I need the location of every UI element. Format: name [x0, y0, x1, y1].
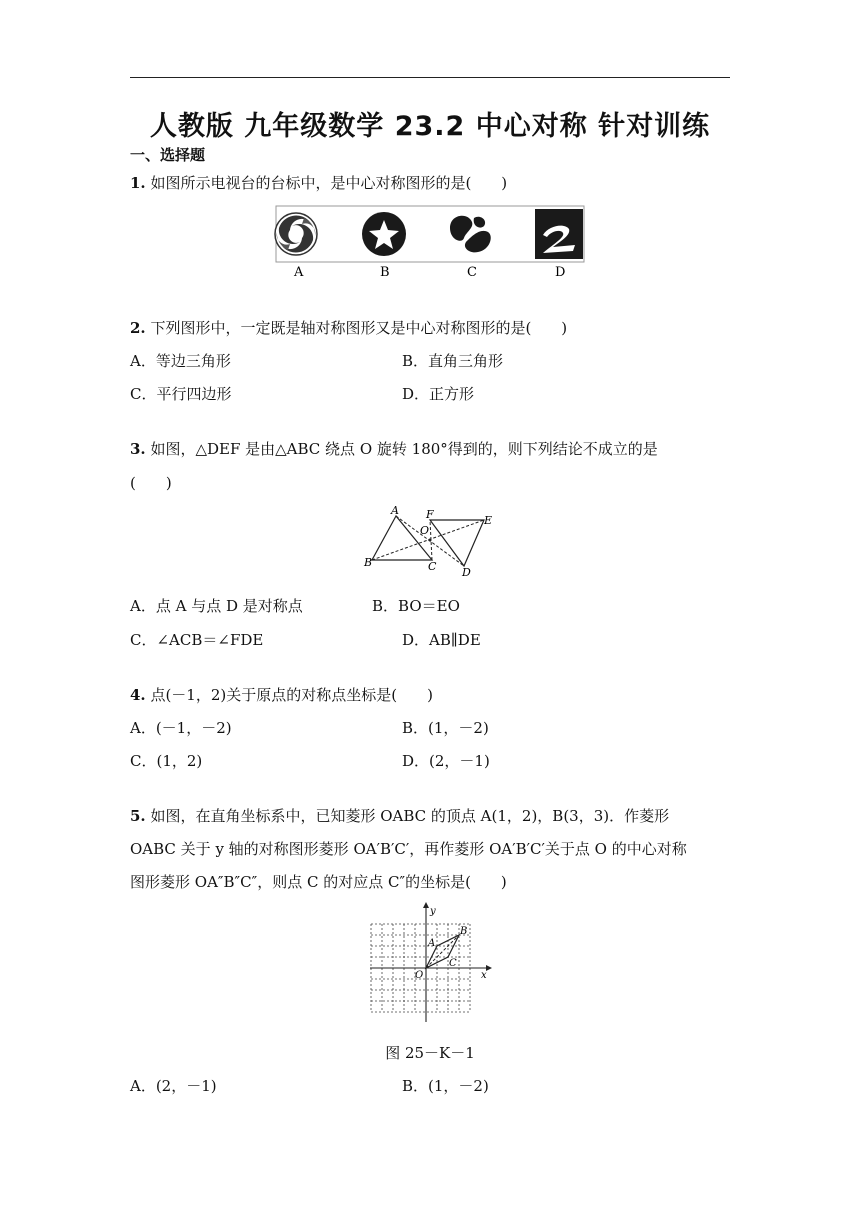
q2-option-b[interactable]: B．直角三角形: [402, 352, 504, 370]
question-number: 2.: [130, 319, 146, 337]
coordinate-grid-figure: [368, 902, 492, 1026]
logo-label-d: D: [555, 265, 566, 280]
point-label-b: B: [364, 556, 373, 569]
point-label-c: C: [449, 958, 457, 969]
logo-label-b: B: [380, 265, 390, 280]
question-5-line2: OABC 关于 y 轴的对称图形菱形 OA′B′C′，再作菱形 OA′B′C′关于点 O 的中心对称: [130, 840, 687, 858]
tv-logos-figure: [272, 204, 588, 284]
header-rule: [130, 77, 730, 78]
question-4: [130, 684, 433, 705]
point-label-a: A: [391, 504, 399, 517]
point-label-e: E: [484, 514, 493, 527]
logo-d-square-icon: [535, 209, 583, 259]
question-number: 5.: [130, 807, 146, 825]
q2-option-c[interactable]: C．平行四边形: [130, 385, 232, 403]
question-1: [130, 172, 507, 193]
logo-label-a: A: [294, 265, 304, 280]
point-label-o: O: [420, 524, 430, 537]
q5-option-a[interactable]: A．(2，－1): [130, 1077, 217, 1095]
question-number: 1.: [130, 174, 146, 192]
point-label-b: B: [460, 926, 468, 937]
q3-option-c[interactable]: C．∠ACB＝∠FDE: [130, 631, 264, 649]
q3-option-d[interactable]: D．AB∥DE: [402, 631, 481, 649]
logo-label-c: C: [467, 265, 477, 280]
question-3-line2: ( ): [130, 474, 172, 492]
point-label-a: A: [428, 938, 436, 949]
question-2: [130, 317, 567, 338]
question-text: 下列图形中，一定既是轴对称图形又是中心对称图形的是( ): [150, 319, 568, 337]
point-label-d: D: [462, 566, 471, 579]
q3-option-a[interactable]: A．点 A 与点 D 是对称点: [130, 597, 303, 615]
question-5: [130, 805, 669, 826]
q5-option-b[interactable]: B．(1，－2): [402, 1077, 489, 1095]
q4-option-b[interactable]: B．(1，－2): [402, 719, 489, 737]
axis-label-y: y: [430, 906, 436, 917]
q4-option-c[interactable]: C．(1，2): [130, 752, 203, 770]
point-label-c: C: [428, 560, 437, 573]
logo-c-shape-icon: [450, 216, 491, 253]
rotation-figure: [362, 504, 502, 580]
question-text: 点(－1，2)关于原点的对称点坐标是( ): [150, 686, 433, 704]
origin-label-o: O: [415, 970, 424, 981]
question-number: 3.: [130, 440, 146, 458]
q3-option-b[interactable]: B．BO＝EO: [372, 597, 460, 615]
section-heading: 一、选择题: [130, 146, 206, 164]
question-5-line3: 图形菱形 OA″B″C″，则点 C 的对应点 C″的坐标是( ): [130, 873, 507, 891]
question-3: [130, 438, 658, 459]
point-label-f: F: [426, 508, 434, 521]
axis-label-x: x: [481, 970, 487, 981]
q4-option-d[interactable]: D．(2，－1): [402, 752, 490, 770]
question-text: 如图所示电视台的台标中，是中心对称图形的是( ): [150, 174, 508, 192]
logo-a-swirl-icon: [275, 213, 317, 255]
logo-b-star-icon: [362, 212, 406, 256]
page-title: 人教版 九年级数学 23.2 中心对称 针对训练: [149, 111, 711, 142]
q2-option-d[interactable]: D．正方形: [402, 385, 475, 403]
question-text: 如图，在直角坐标系中，已知菱形 OABC 的顶点 A(1，2)，B(3，3)．作菱形: [150, 807, 670, 825]
figure-caption: 图 25－K－1: [385, 1044, 475, 1062]
q4-option-a[interactable]: A．(－1，－2): [130, 719, 232, 737]
q2-option-a[interactable]: A．等边三角形: [130, 352, 231, 370]
question-number: 4.: [130, 686, 146, 704]
question-text: 如图，△DEF 是由△ABC 绕点 O 旋转 180°得到的，则下列结论不成立的是: [150, 440, 658, 458]
